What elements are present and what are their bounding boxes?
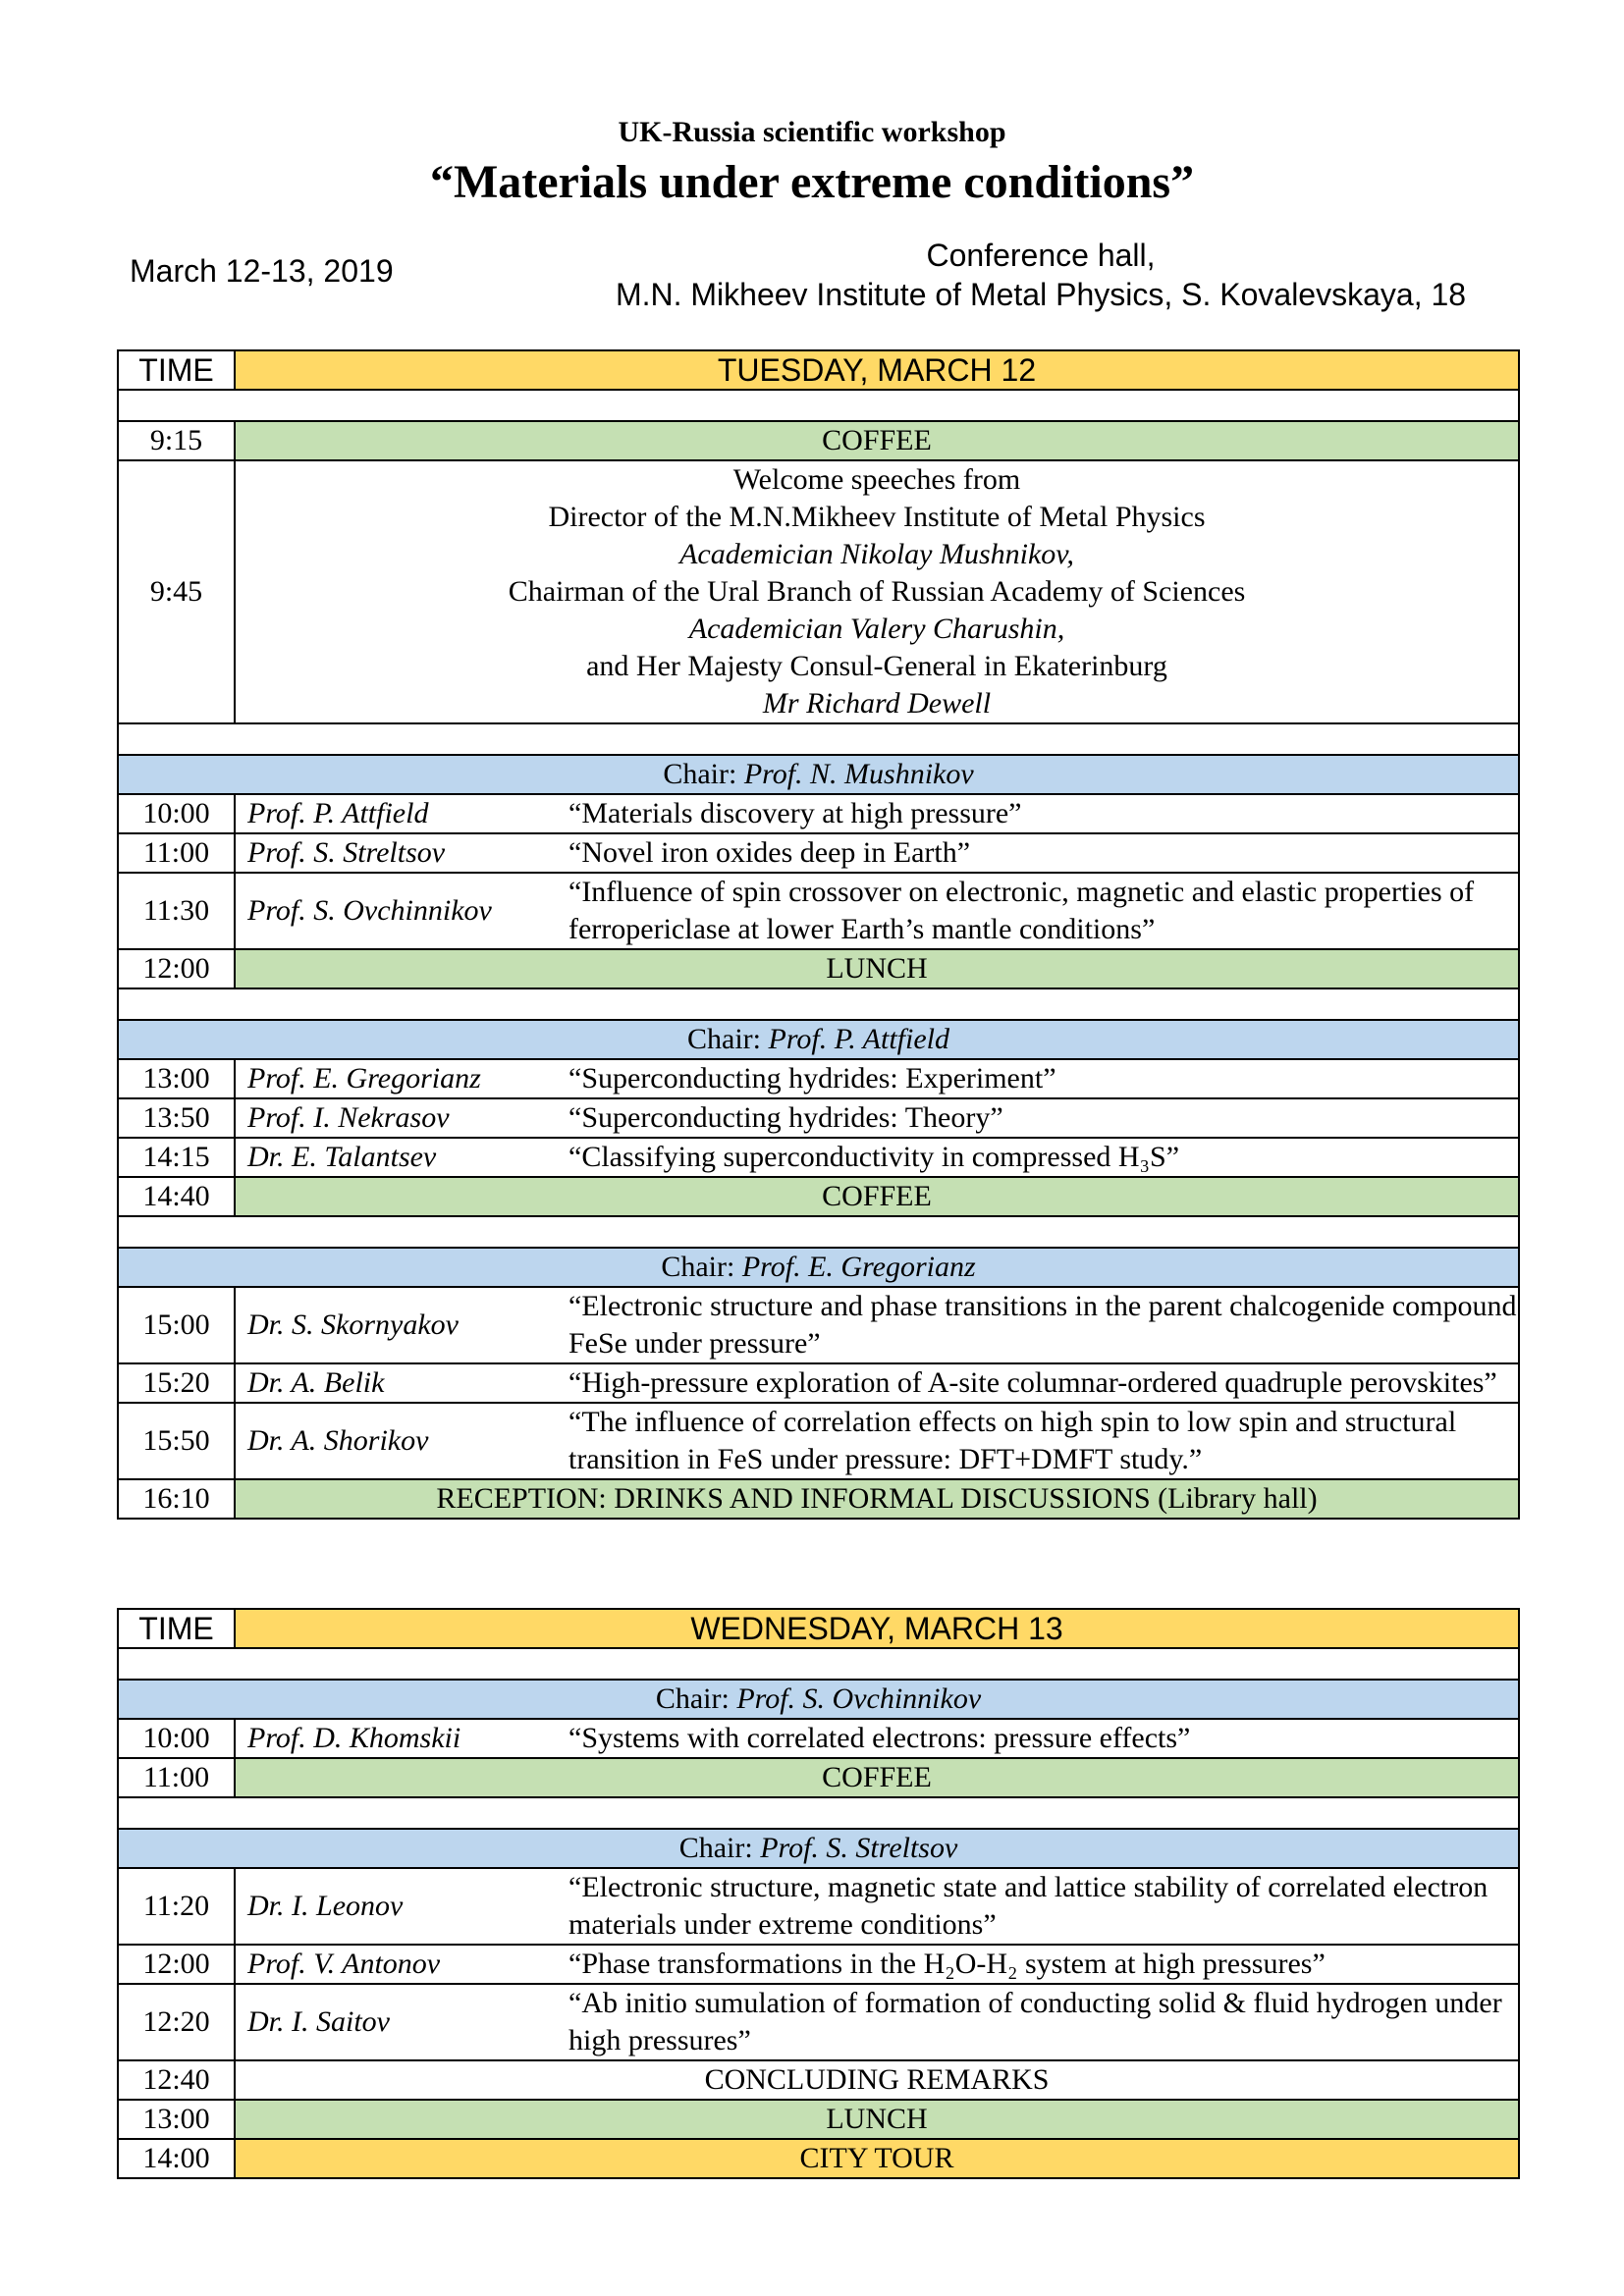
session-chair	[118, 1020, 1519, 1059]
spacer-row	[118, 390, 1519, 421]
talk-title: “Influence of spin crossover on electronic, magnetic and elastic properties of ferropericlase at lower Earth’s mantle conditions”	[567, 873, 1519, 949]
speaker-cell: Prof. I. Nekrasov	[235, 1098, 567, 1138]
time-cell: 9:15	[118, 421, 235, 460]
table-row	[118, 1479, 1519, 1519]
time-cell: 14:15	[118, 1138, 235, 1177]
chair-name: Prof. E. Gregorianz	[741, 1251, 976, 1283]
venue-line-1: Conference hall,	[926, 238, 1156, 273]
table-row	[118, 794, 1519, 833]
speaker-cell: Dr. I. Leonov	[235, 1868, 567, 1945]
talk-title: “Systems with correlated electrons: pressure effects”	[567, 1719, 1519, 1758]
talk-title: “Novel iron oxides deep in Earth”	[567, 833, 1519, 873]
speaker-cell: Prof. E. Gregorianz	[235, 1059, 567, 1098]
session-chair	[118, 1680, 1519, 1719]
chair-label: Chair:	[678, 1832, 761, 1864]
speaker-cell: Dr. A. Belik	[235, 1363, 567, 1403]
spacer-row	[118, 723, 1519, 755]
concluding-remarks: CONCLUDING REMARKS	[235, 2060, 1519, 2100]
time-cell: 11:30	[118, 873, 235, 949]
welcome-line: Welcome speeches from	[732, 463, 1021, 496]
chair-label: Chair:	[663, 758, 744, 790]
time-cell: 12:00	[118, 1945, 235, 1984]
talk-title: “Phase transformations in the H₂O-H₂ system at high pressures”	[567, 1945, 1519, 1984]
table-header-row	[118, 350, 1519, 390]
chair-name: Prof. N. Mushnikov	[743, 758, 974, 790]
talk-title: “Materials discovery at high pressure”	[567, 794, 1519, 833]
chair-row	[118, 1020, 1519, 1059]
chair-name: Prof. S. Streltsov	[760, 1832, 958, 1864]
coffee-break: COFFEE	[235, 1758, 1519, 1797]
workshop-venue	[589, 236, 1492, 314]
table-header-row	[118, 1609, 1519, 1648]
talk-title: “Electronic structure and phase transitions in the parent chalcogenide compound FeSe under pressure”	[567, 1287, 1519, 1363]
chair-name: Prof. P. Attfield	[768, 1023, 949, 1055]
speaker-cell: Dr. S. Skornyakov	[235, 1287, 567, 1363]
time-cell: 13:00	[118, 1059, 235, 1098]
time-cell: 12:40	[118, 2060, 235, 2100]
day-header: TUESDAY, MARCH 12	[235, 350, 1519, 390]
session-chair	[118, 1829, 1519, 1868]
time-cell: 9:45	[118, 460, 235, 723]
welcome-line: Chairman of the Ural Branch of Russian Academy of Sciences	[508, 575, 1246, 608]
table-row	[118, 873, 1519, 949]
talk-title: “Electronic structure, magnetic state and lattice stability of correlated electron materials under extreme conditions”	[567, 1868, 1519, 1945]
table-row	[118, 460, 1519, 723]
workshop-dates: March 12-13, 2019	[130, 253, 394, 289]
coffee-break: COFFEE	[235, 1177, 1519, 1216]
welcome-line: and Her Majesty Consul-General in Ekaterinburg	[586, 650, 1167, 682]
table-row	[118, 833, 1519, 873]
time-cell: 15:50	[118, 1403, 235, 1479]
lunch-break: LUNCH	[235, 2100, 1519, 2139]
time-cell: 15:00	[118, 1287, 235, 1363]
workshop-title: “Materials under extreme conditions”	[429, 156, 1195, 208]
talk-title: “High-pressure exploration of A-site columnar-ordered quadruple perovskites”	[567, 1363, 1519, 1403]
venue-line-2: M.N. Mikheev Institute of Metal Physics, S. Kovalevskaya, 18	[615, 277, 1467, 312]
time-cell: 11:20	[118, 1868, 235, 1945]
table-row	[118, 1984, 1519, 2060]
talk-title: “Superconducting hydrides: Theory”	[567, 1098, 1519, 1138]
table-row	[118, 2139, 1519, 2178]
time-cell: 13:50	[118, 1098, 235, 1138]
spacer-row	[118, 1216, 1519, 1248]
chair-row	[118, 1680, 1519, 1719]
table-row	[118, 949, 1519, 988]
table-row	[118, 1868, 1519, 1945]
chair-label: Chair:	[661, 1251, 742, 1283]
speaker-cell: Prof. V. Antonov	[235, 1945, 567, 1984]
time-column-header: TIME	[118, 1609, 235, 1648]
spacer-row	[118, 988, 1519, 1020]
session-chair	[118, 755, 1519, 794]
chair-row	[118, 1829, 1519, 1868]
welcome-speeches	[235, 460, 1519, 723]
table-row	[118, 1177, 1519, 1216]
reception-event: RECEPTION: DRINKS AND INFORMAL DISCUSSIONS (Library hall)	[235, 1479, 1519, 1519]
time-cell: 14:40	[118, 1177, 235, 1216]
day-header: WEDNESDAY, MARCH 13	[235, 1609, 1519, 1648]
schedule-table-day2	[117, 1608, 1520, 2179]
speaker-cell: Prof. D. Khomskii	[235, 1719, 567, 1758]
time-cell: 16:10	[118, 1479, 235, 1519]
time-cell: 11:00	[118, 1758, 235, 1797]
lunch-break: LUNCH	[235, 949, 1519, 988]
speaker-cell: Dr. E. Talantsev	[235, 1138, 567, 1177]
time-column-header: TIME	[118, 350, 235, 390]
welcome-line: Director of the M.N.Mikheev Institute of Metal Physics	[548, 501, 1206, 533]
table-row	[118, 1945, 1519, 1984]
time-cell: 10:00	[118, 794, 235, 833]
time-cell: 12:00	[118, 949, 235, 988]
table-row	[118, 1138, 1519, 1177]
workshop-subtitle: UK-Russia scientific workshop	[618, 116, 1006, 148]
city-tour: CITY TOUR	[235, 2139, 1519, 2178]
table-row	[118, 421, 1519, 460]
spacer-row	[118, 1648, 1519, 1680]
table-row	[118, 1098, 1519, 1138]
table-row	[118, 2060, 1519, 2100]
spacer-row	[118, 1797, 1519, 1829]
talk-title: “Superconducting hydrides: Experiment”	[567, 1059, 1519, 1098]
speaker-cell: Prof. S. Streltsov	[235, 833, 567, 873]
speaker-cell: Prof. S. Ovchinnikov	[235, 873, 567, 949]
time-cell: 13:00	[118, 2100, 235, 2139]
welcome-speaker: Academician Valery Charushin,	[688, 613, 1065, 645]
schedule-table-day1	[117, 349, 1520, 1520]
table-row	[118, 1287, 1519, 1363]
chair-label: Chair:	[655, 1682, 737, 1715]
chair-name: Prof. S. Ovchinnikov	[736, 1682, 982, 1715]
talk-title: “The influence of correlation effects on high spin to low spin and structural transition in FeS under pressure: DFT+DMFT study.”	[567, 1403, 1519, 1479]
table-row	[118, 1719, 1519, 1758]
welcome-speaker: Academician Nikolay Mushnikov,	[679, 538, 1074, 570]
session-chair	[118, 1248, 1519, 1287]
time-cell: 11:00	[118, 833, 235, 873]
talk-title: “Ab initio sumulation of formation of conducting solid & fluid hydrogen under high pressures”	[567, 1984, 1519, 2060]
speaker-cell: Dr. A. Shorikov	[235, 1403, 567, 1479]
table-row	[118, 1059, 1519, 1098]
table-row	[118, 1403, 1519, 1479]
chair-row	[118, 755, 1519, 794]
speaker-cell: Dr. I. Saitov	[235, 1984, 567, 2060]
table-row	[118, 1758, 1519, 1797]
time-cell: 15:20	[118, 1363, 235, 1403]
time-cell: 14:00	[118, 2139, 235, 2178]
chair-label: Chair:	[687, 1023, 769, 1055]
table-row	[118, 2100, 1519, 2139]
time-cell: 12:20	[118, 1984, 235, 2060]
coffee-break: COFFEE	[235, 421, 1519, 460]
speaker-cell: Prof. P. Attfield	[235, 794, 567, 833]
time-cell: 10:00	[118, 1719, 235, 1758]
chair-row	[118, 1248, 1519, 1287]
welcome-speaker: Mr Richard Dewell	[762, 687, 992, 720]
talk-title: “Classifying superconductivity in compressed H₃S”	[567, 1138, 1519, 1177]
table-row	[118, 1363, 1519, 1403]
